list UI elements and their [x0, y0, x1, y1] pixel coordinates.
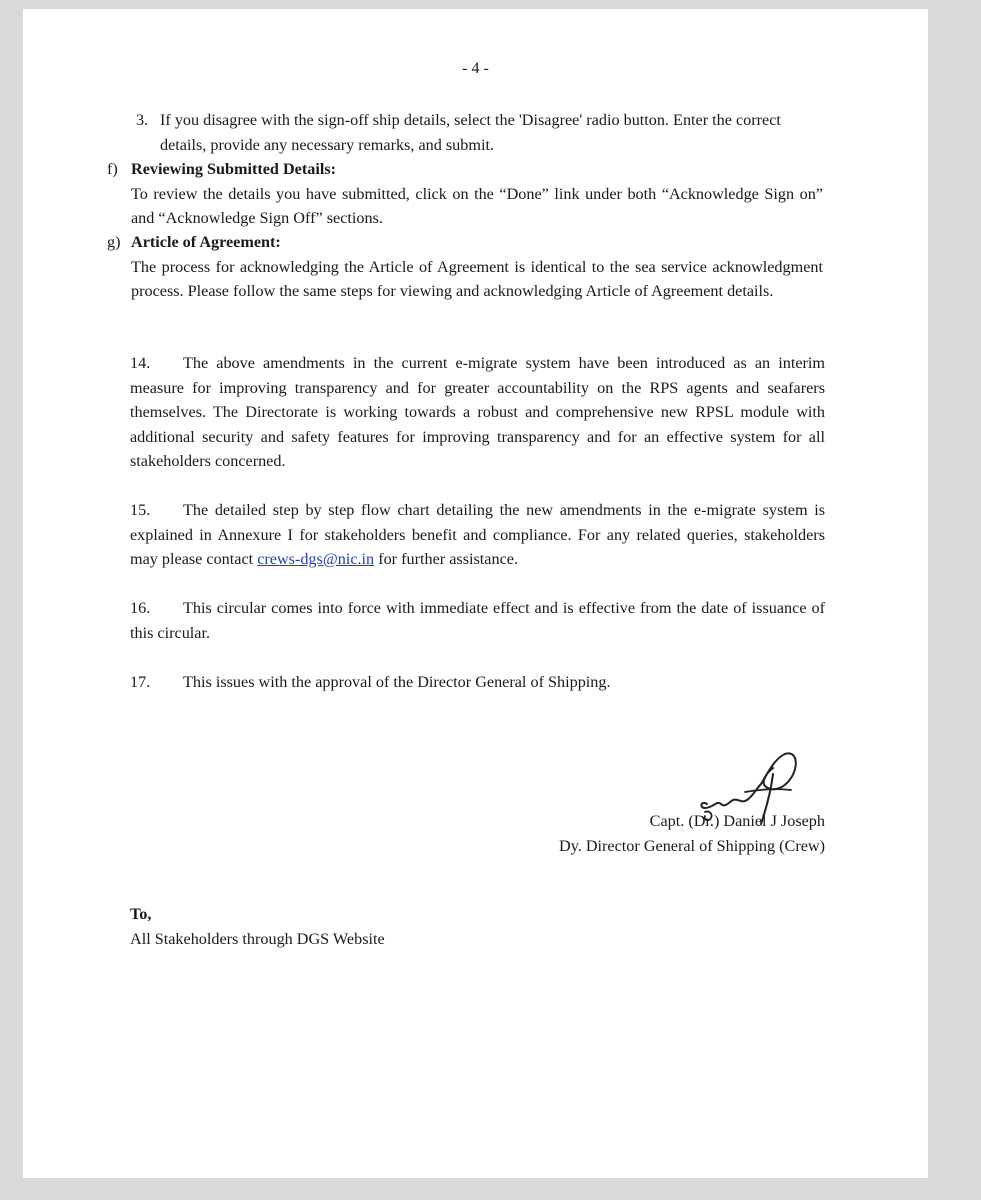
paragraph-text: This circular comes into force with immediate effect and is effective from the date of issuance of this circular.: [130, 599, 825, 642]
paragraph-text: The detailed step by step flow chart detailing the new amendments in the e-migrate system is explained in Annexure I for stakeholders benefit and compliance. For any related queries, stakeholders may please contact: [130, 501, 825, 568]
paragraph-number: 14.: [130, 354, 151, 372]
paragraph-15: [130, 498, 825, 572]
distribution-block: [130, 902, 385, 951]
paragraph-text: The above amendments in the current e-migrate system have been introduced as an interim measure for improving transparency and for greater accountability on the RPS agents and seafarers themselves. The Directorate is working towards a robust and comprehensive new RPSL module with additional security and safety features for improving transparency and for an effective system for all stakeholders concerned.: [130, 354, 825, 470]
paragraph-16: [130, 596, 825, 645]
paragraph-number: 15.: [130, 501, 151, 519]
page-number: - 4 -: [462, 60, 489, 77]
section-article-of-agreement: [107, 230, 823, 304]
paragraph-number: 17.: [130, 673, 151, 691]
document-page: [23, 9, 928, 1178]
section-heading: Article of Agreement:: [131, 233, 281, 251]
paragraph-number: 16.: [130, 599, 151, 617]
section-body: To review the details you have submitted, click on the “Done” link under both “Acknowledge Sign on” and “Acknowledge Sign Off” sections.: [131, 184, 823, 227]
list-item-3: [136, 108, 823, 157]
section-letter: f): [107, 160, 118, 178]
section-body: The process for acknowledging the Article of Agreement is identical to the sea service acknowledgment process. Please follow the same steps for viewing and acknowledging Article of Agreement details.: [131, 257, 823, 300]
paragraph-text-end: for further assistance.: [374, 550, 518, 568]
document-body: [23, 9, 928, 1178]
paragraph-14: [130, 351, 825, 474]
signatory-name: Capt. (Dr.) Daniel J Joseph: [649, 812, 825, 830]
list-item-number: 3.: [136, 111, 149, 129]
paragraph-text: This issues with the approval of the Director General of Shipping.: [183, 673, 611, 691]
paragraph-17: [130, 670, 825, 695]
contact-email-link[interactable]: crews-dgs@nic.in: [257, 550, 375, 568]
signatory-designation: Dy. Director General of Shipping (Crew): [559, 836, 825, 855]
list-item-text: If you disagree with the sign-off ship details, select the 'Disagree' radio button. Enter the correct details, provide any necessary remarks, and submit.: [160, 111, 781, 154]
recipients: All Stakeholders through DGS Website: [130, 929, 385, 948]
section-reviewing-submitted-details: [107, 157, 823, 231]
section-letter: g): [107, 233, 121, 251]
section-heading: Reviewing Submitted Details:: [131, 160, 337, 178]
signature-block: [559, 809, 825, 858]
to-label: To,: [130, 905, 152, 923]
